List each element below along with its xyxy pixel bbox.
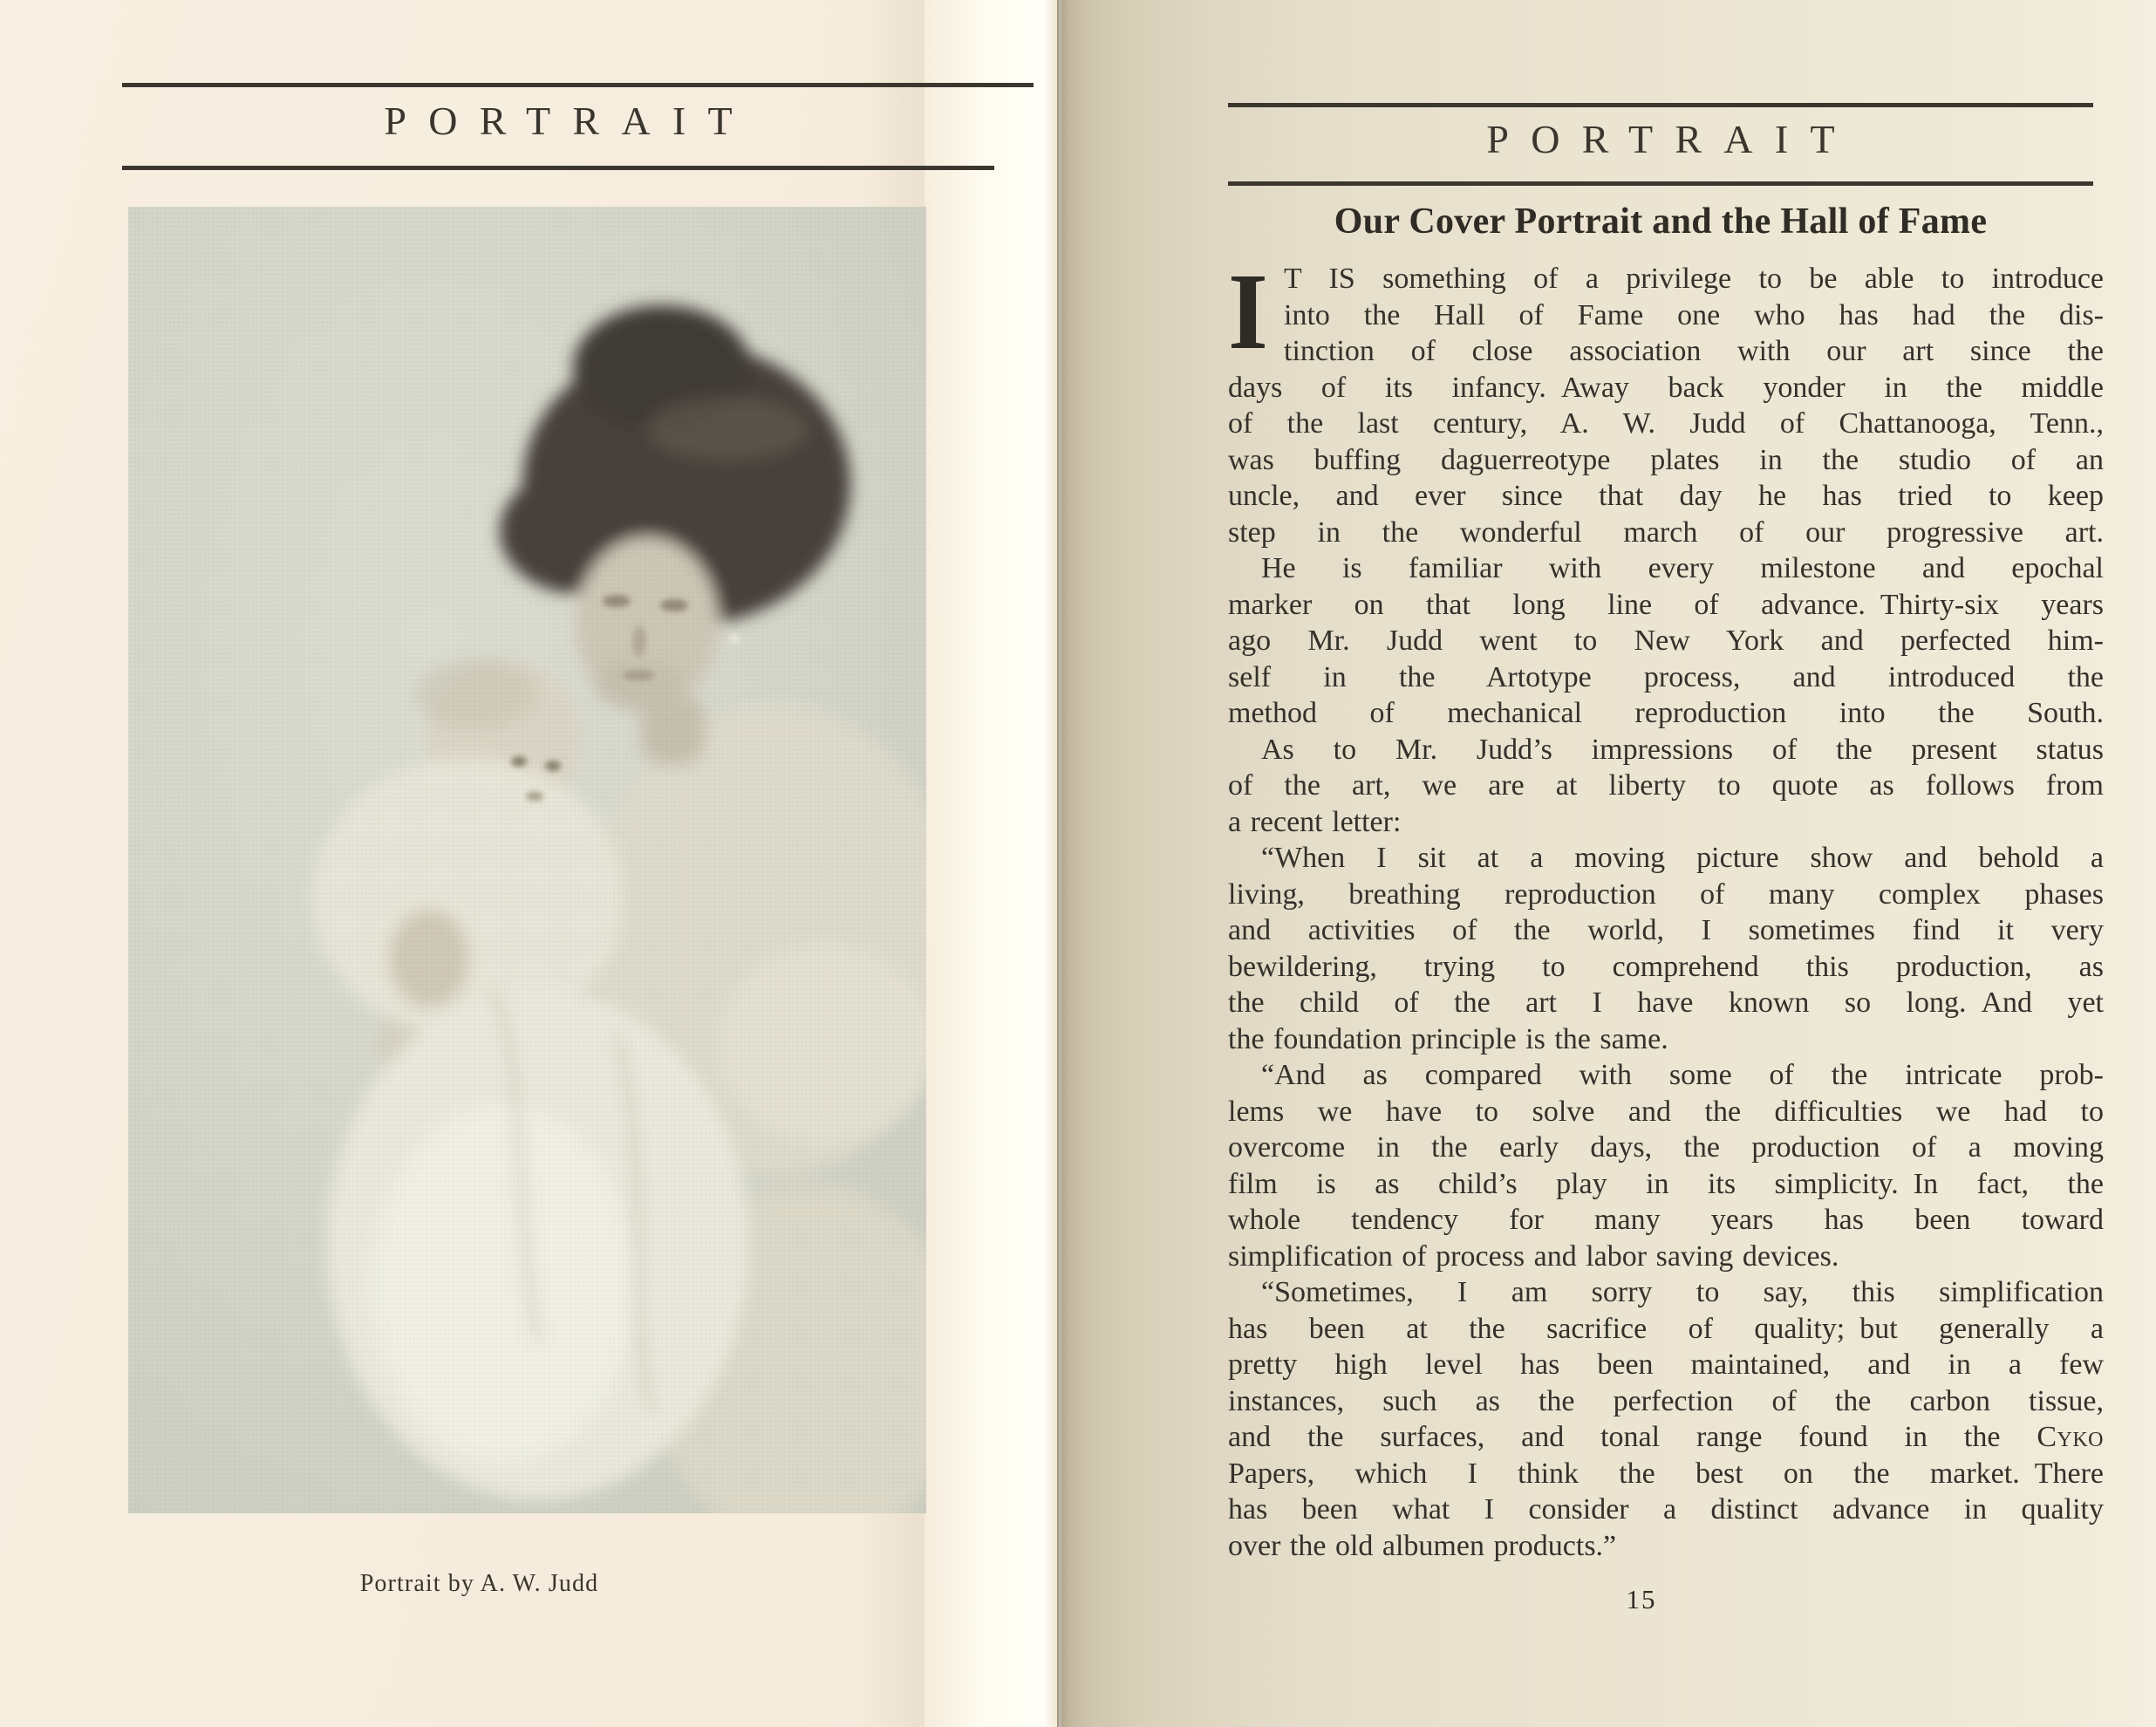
right-header-rule-top [1228,103,2093,107]
text-line: lems we have to solve and the difficulties we had to [1228,1095,2104,1128]
text-line: the foundation principle is the same. [1228,1022,1668,1055]
text-line: “When I sit at a moving picture show and behold a [1261,842,2104,874]
text-line: living, breathing reproduction of many complex phases [1228,877,2104,911]
text-line: pretty high level has been maintained, and in a few [1228,1348,2104,1381]
text-line: and the surfaces, and tonal range found in the Cyko [1228,1421,2104,1453]
text-line: instances, such as the perfection of the carbon tissue, [1228,1384,2104,1417]
text-line: Papers, which I think the best on the market. There [1228,1457,2104,1490]
small-caps-brand: Cyko [2037,1421,2104,1453]
text-line: “And as compared with some of the intricate prob- [1261,1059,2104,1091]
right-running-head: PORTRAIT [1486,117,1857,161]
text-line: simplification of process and labor saving devices. [1228,1239,1839,1273]
text-line: step in the wonderful march of our progressive art. [1228,515,2104,549]
text-line: overcome in the early days, the production of a moving [1228,1131,2104,1164]
spine-sheen [1059,0,1061,1727]
text-line: method of mechanical reproduction into the South. [1228,697,2104,729]
text-line: film is as child’s play in its simplicity. In fact, the [1228,1167,2104,1200]
text-line: As to Mr. Judd’s impressions of the present status [1261,733,2104,766]
text-line: was buffing daguerreotype plates in the studio of an [1228,443,2104,476]
text-line: over the old albumen products.” [1228,1529,1617,1562]
text-line: and activities of the world, I sometimes find it very [1228,914,2104,946]
text-line: into the Hall of Fame one who has had the dis- [1284,298,2104,331]
text-line: “Sometimes, I am sorry to say, this simplification [1261,1276,2104,1308]
text-line: has been what I consider a distinct advance in quality [1228,1493,2104,1526]
book-spine-highlight [920,0,1057,1727]
text-line: marker on that long line of advance. Thirty-six years [1228,588,2104,621]
left-header-rule-bottom [122,166,994,170]
right-header-rule-bottom [1228,181,2093,186]
article-title: Our Cover Portrait and the Hall of Fame [1334,201,1988,242]
text-line: T IS something of a privilege to be able to introduce [1284,263,2104,295]
article-body [1228,250,2104,1564]
text-line: bewildering, trying to comprehend this production, as [1228,950,2104,983]
text-line: whole tendency for many years has been toward [1228,1204,2104,1236]
left-header-rule-top [122,83,1034,87]
text-line: of the last century, A. W. Judd of Chattanooga, Tenn., [1228,407,2104,440]
mother-and-baby-photo [128,207,926,1513]
page-number: 15 [1626,1584,1657,1614]
text-line: uncle, and ever since that day he has tried to keep [1228,480,2104,512]
text-line: days of its infancy. Away back yonder in the middle [1228,371,2104,404]
text-line: a recent letter: [1228,805,1402,838]
text-line: ago Mr. Judd went to New York and perfected him- [1228,625,2104,657]
left-running-head: PORTRAIT [384,99,754,143]
text-line: of the art, we are at liberty to quote as follows from [1228,769,2104,802]
text-line: He is familiar with every milestone and epochal [1261,552,2104,584]
text-line: self in the Artotype process, and introduced the [1228,660,2104,693]
text-line: has been at the sacrifice of quality; but generally a [1228,1312,2104,1345]
photo-caption: Portrait by A. W. Judd [359,1570,599,1597]
drop-cap-initial: I [1228,250,1268,372]
text-line: the child of the art I have known so long. And yet [1228,986,2104,1019]
text-line: tinction of close association with our art since the [1284,335,2104,367]
